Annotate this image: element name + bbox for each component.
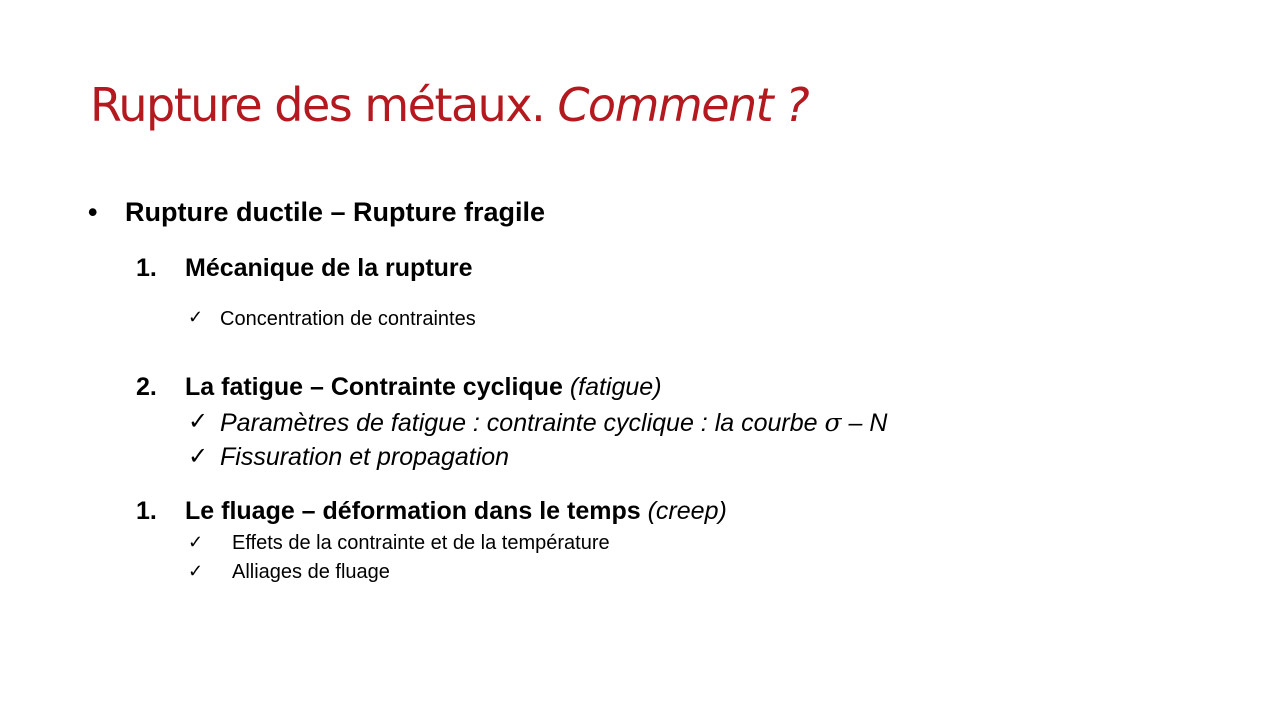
checkmark-icon: ✓ [188, 443, 209, 470]
sigma-symbol: σ [824, 408, 842, 437]
checkmark-icon: ✓ [188, 561, 204, 581]
section-1-number: 1. [136, 254, 157, 282]
section-1-subitem: Concentration de contraintes [220, 308, 476, 330]
section-3-paren: (creep) [647, 497, 727, 525]
bullet-item-rupture: Rupture ductile – Rupture fragile [125, 197, 546, 227]
section-2-heading: La fatigue – Contrainte cyclique [185, 373, 563, 401]
section-3-subitem-1: Effets de la contrainte et de la température [232, 532, 610, 554]
title-question: Comment ? [557, 78, 809, 132]
checkmark-icon: ✓ [188, 532, 204, 552]
section-2-paren: (fatigue) [569, 373, 662, 401]
section-3-heading: Le fluage – déformation dans le temps [185, 497, 641, 525]
section-3-heading-line [185, 497, 727, 526]
checkmark-icon: ✓ [188, 307, 204, 327]
bullet-glyph: • [88, 197, 98, 227]
section-2-number: 2. [136, 373, 157, 401]
sub1-text: Paramètres de fatigue : contrainte cyclique : la courbe [220, 409, 818, 437]
section-2-subitem-2: Fissuration et propagation [220, 443, 510, 471]
section-3-number: 1. [136, 497, 157, 525]
section-2-subitem-1 [220, 408, 887, 438]
section-1-heading: Mécanique de la rupture [185, 254, 473, 282]
checkmark-icon: ✓ [188, 408, 209, 435]
sub1-after: – N [848, 409, 888, 437]
title-main: Rupture des métaux. [90, 78, 545, 132]
section-3-subitem-2: Alliages de fluage [232, 561, 390, 583]
slide-title [90, 78, 808, 132]
section-2-heading-line [185, 373, 662, 402]
